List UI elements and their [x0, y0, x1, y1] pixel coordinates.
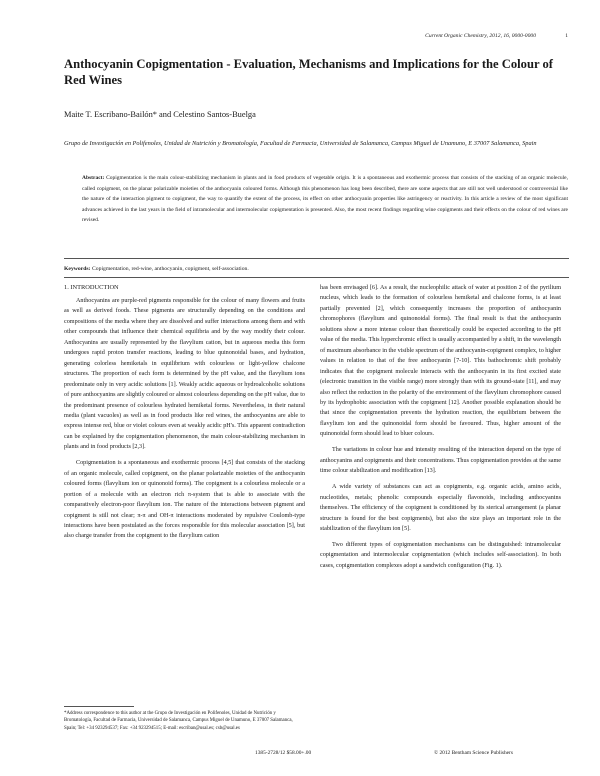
- correspondence-footnote: *Address correspondence to this author at the Grupo de Investigación en Polifenoles, Unidad de Nutrición y Bromatología, Facultad de Farmacia, Universidad de Salamanca, Campus Miguel de Unamuno, E 37007 Salamanca, Spain; Tel: +34 923294537; Fax: +34 923294515; E-mail: escriban@usal.es; csb@usal.es: [64, 711, 293, 731]
- divider-bottom: [64, 277, 569, 278]
- paragraph: The variations in colour hue and intensity resulting of the interaction depend on the type of anthocyanins and copigments and their concentrations. Thus copigmentation provides at the same time colour stabilization and modification [13].: [320, 447, 561, 475]
- copyright-notice: © 2012 Bentham Science Publishers: [434, 750, 513, 756]
- keywords: [64, 266, 569, 272]
- journal-citation: Current Organic Chemistry, 2012, 16, 0000-0000: [425, 33, 536, 39]
- paragraph: has been envisaged [6]. As a result, the nucleophilic attack of water at position 2 of the pyrilium nucleus, which leads to the formation of colourless hemiketal and chalcone forms, is at least partially prevented [2], which consequently increases the proportion of anthocyanin chromophores (flavylium and quinonoidal forms). The final result is that the anthocyanin solutions show a more intense colour than theoretically could be expected according to the pH value of the media. This hyperchromic effect is usually accompanied by a shift, in the wavelength of maximum absorbance in the visible spectrum of the anthocyanin-copigment complex, to higher values in relation to that of the free anthocyanin [7-10]. This bathochromic shift probably indicates that the copigment molecule interacts with the anthocyanin in its first excited state (electronic transition in the visible range) more strongly than with its ground-state [11], and may also reflect the reduction in the polarity of the environment of the flavylium chromophore caused by its hydrophobic association with the copigment [12]. Another possible explanation should be that since the copigmentation prevents the hydration reaction, the equilibrium between the flavylium ion and the quinonoidal form should be favoured. Thus, higher amount of the quinonoidal form should lead to bluer colours.: [320, 285, 561, 438]
- abstract-text: Copigmentation is the main colour-stabilizing mechanism in plants and in food products of vegetable origin. It is a spontaneous and exothermic process that consists of the stacking of an organic molecule, called copigment, on the planar polarizable moieties of the anthocyanin coloured forms. Although this phenomenon has long been described, there are some aspects that are still not well understood or controversial like the nature of the interaction pigment to copigment, the way to quantify the extent of the process, its effect on other anthocyanin properties like astringency or reactivity. In this article a review of the most significant advances achieved in the last years in the field of intramolecular and intermolecular copigmentation is presented. Also, the most recent findings regarding wine copigments and their effects on the colour of red wines are revised.: [82, 175, 568, 224]
- issn-price: 1385-2728/12 $58.00+.00: [255, 750, 312, 756]
- footnote-divider: [64, 706, 134, 707]
- abstract: [82, 173, 568, 226]
- paragraph: Two different types of copigmentation mechanisms can be distinguished: intramolecular copigmentation and intermolecular copigmentation (which includes self-association). In both cases, copigmentation complexes adopt a sandwich configuration (Fig. 1).: [320, 541, 561, 569]
- keywords-text: Copigmentation, red-wine, anthocyanin, copigment, self-association.: [91, 266, 249, 272]
- paper-title: Anthocyanin Copigmentation - Evaluation, Mechanisms and Implications for the Colour of Red Wines: [64, 57, 553, 87]
- affiliation: Grupo de Investigación en Polifenoles, Unidad de Nutrición y Bromatología, Facultad de Farmacia, Universidad de Salamanca, Campus Miguel de Unamuno, E 37007 Salamanca, Spain: [64, 140, 537, 147]
- keywords-label: Keywords:: [64, 266, 91, 272]
- divider-top: [64, 258, 569, 259]
- right-column: [320, 283, 561, 577]
- paragraph: Anthocyanins are purple-red pigments responsible for the colour of many flowers and fruits as well as derived foods. These pigments are structurally depending on the conditions and compositions of the media where they are dissolved and suffer interactions among them and with other compounds that influence their chemical equilibria and by the way modify their colour. Anthocyanins are usually represented by the flavylium cation, but in aqueous media this form undergoes rapid proton transfer reactions, leading to blue quinonoidal bases, and hydration, generating colorless hemiketals in equilibrium with colourless or light-yellow chalcone structures. The proportion of each form is determined by the pH value, and the flavylium ions predominate only in very acidic solutions [1]. Weakly acidic aqueous or hydroalcoholic solutions of pure anthocyanins are slightly coloured or almost colourless depending on the pH value, due to the predominant presence of colourless hydrated hemiketal forms. Nevertheless, in their natural media (plant vacuoles) as well as in food products like red wines, the anthocyanins are able to express intense red, blue or violet colours even at weakly acidic pH's. This apparent contradiction can be explained by the copigmentation phenomenon, the main colour-stabilizing mechanism in plants and in food products [2,3].: [64, 298, 305, 451]
- paragraph: Copigmentation is a spontaneous and exothermic process [4,5] that consists of the stacking of an organic molecule, called copigment, on the planar polarizable moieties of the anthocyanin coloured forms (flavylium ion or quinonoid forms). The copigment is a colourless molecule or a portion of a molecule with an electron rich π-system that is able to associate with the comparatively electron-poor flavylium ion. The nature of the interactions between pigment and copigment is still not clear; π-π and OH-π interactions moderated by repulsive Coulomb-type interactions have been postulated as the forces responsible for this molecular association [5], but also charge transfer from the copigment to the flavylium cation: [64, 460, 305, 540]
- paragraph: A wide variety of substances can act as copigments, e.g. organic acids, amino acids, nucleotides, metals; phenolic compounds especially flavonoids, including anthocyanins themselves. The efficiency of the copigment is conditioned by its sterical arrangement (a planar structure is found for the best copigments), but also the size plays an important role in the stabilization of the flavylium ion [5].: [320, 484, 561, 532]
- authors: Maite T. Escribano-Bailón* and Celestino Santos-Buelga: [64, 110, 256, 119]
- abstract-label: Abstract:: [82, 175, 105, 181]
- left-column: [64, 283, 305, 547]
- section-heading-introduction: 1. INTRODUCTION: [64, 284, 119, 291]
- page-number: 1: [565, 33, 568, 39]
